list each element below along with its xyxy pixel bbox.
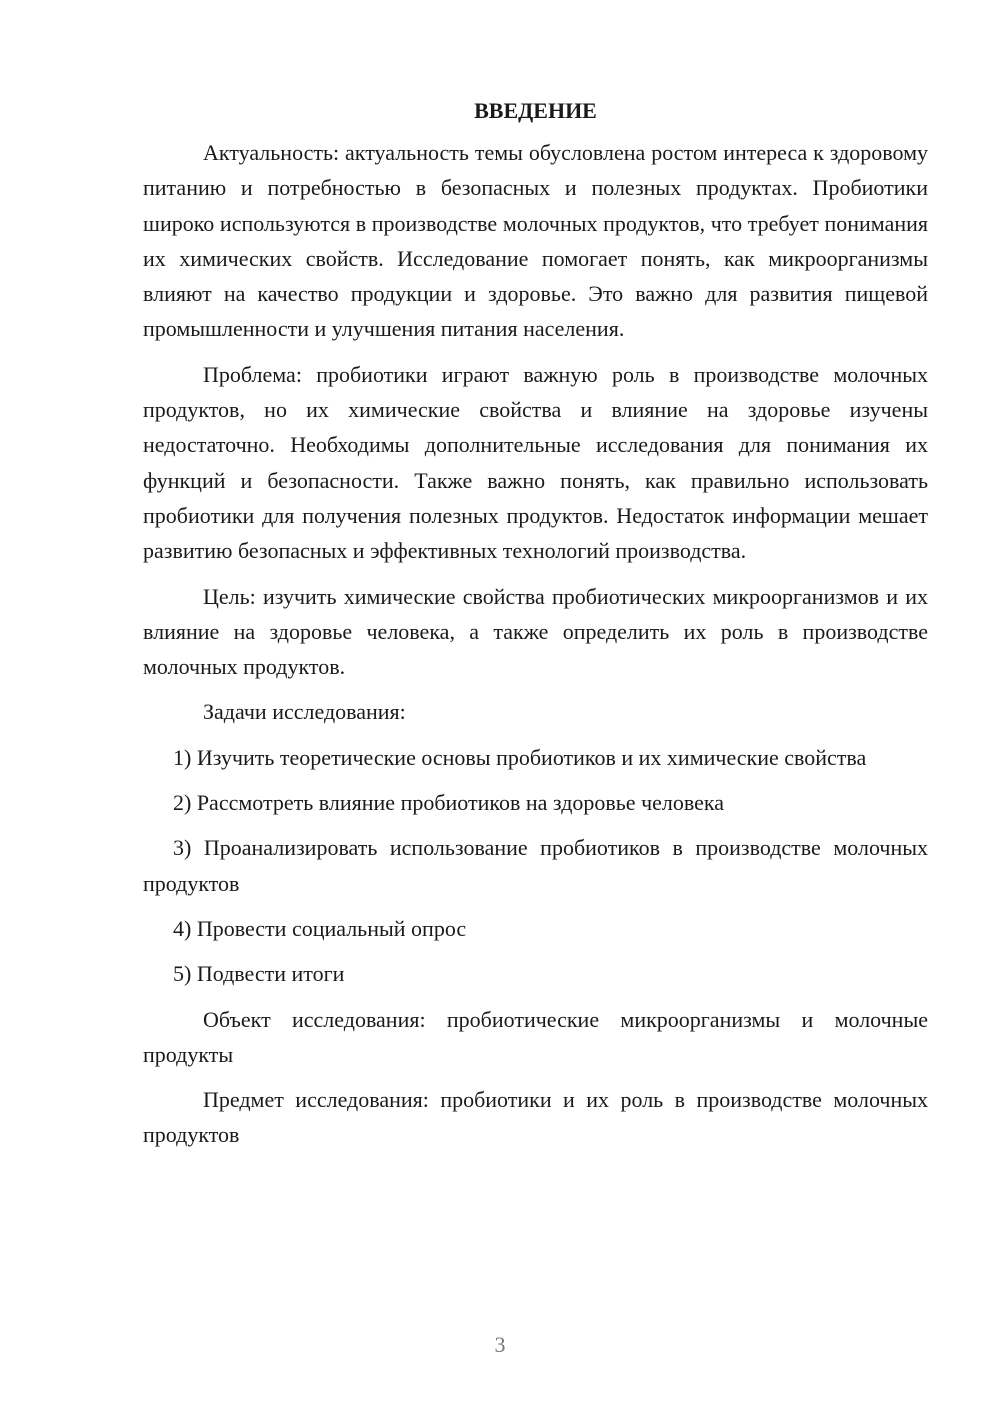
section-title: ВВЕДЕНИЕ <box>474 98 597 123</box>
paragraph-tasks-heading: Задачи исследования: <box>203 699 406 725</box>
paragraph-object: Объект исследования: пробиотические микроорганизмы и молочные продукты <box>143 1006 928 1067</box>
task-item-1: 1) Изучить теоретические основы пробиотиков и их химические свойства <box>173 744 867 770</box>
page-number: 3 <box>494 1332 506 1357</box>
task-item-2: 2) Рассмотреть влияние пробиотиков на здоровье человека <box>173 790 725 816</box>
paragraph-problem: Проблема: пробиотики играют важную роль в производстве молочных продуктов, но их химические свойства и влияние на здоровье изучены недостаточно. Необходимы дополнительные исследования для понимания их функций и безопасности. Также важно понять, как правильно использовать пробиотики для получения полезных продуктов. Недостаток информации мешает развитию безопасных и эффективных технологий производства. <box>143 361 928 564</box>
task-item-4: 4) Провести социальный опрос <box>173 915 467 941</box>
task-item-3: 3) Проанализировать использование пробиотиков в производстве молочных продуктов <box>143 835 928 896</box>
paragraph-subject: Предмет исследования: пробиотики и их роль в производстве молочных продуктов <box>143 1087 928 1148</box>
page-content <box>143 96 928 1163</box>
task-item-5: 5) Подвести итоги <box>173 961 345 987</box>
paragraph-relevance: Актуальность: актуальность темы обусловлена ростом интереса к здоровому питанию и потребностью в безопасных и полезных продуктах. Пробиотики широко используются в производстве молочных продуктов, что требует понимания их химических свойств. Исследование помогает понять, как микроорганизмы влияют на качество продукции и здоровье. Это важно для развития пищевой промышленности и улучшения питания населения. <box>143 140 928 342</box>
paragraph-goal: Цель: изучить химические свойства пробиотических микроорганизмов и их влияние на здоровье человека, а также определить их роль в производстве молочных продуктов. <box>143 583 928 680</box>
